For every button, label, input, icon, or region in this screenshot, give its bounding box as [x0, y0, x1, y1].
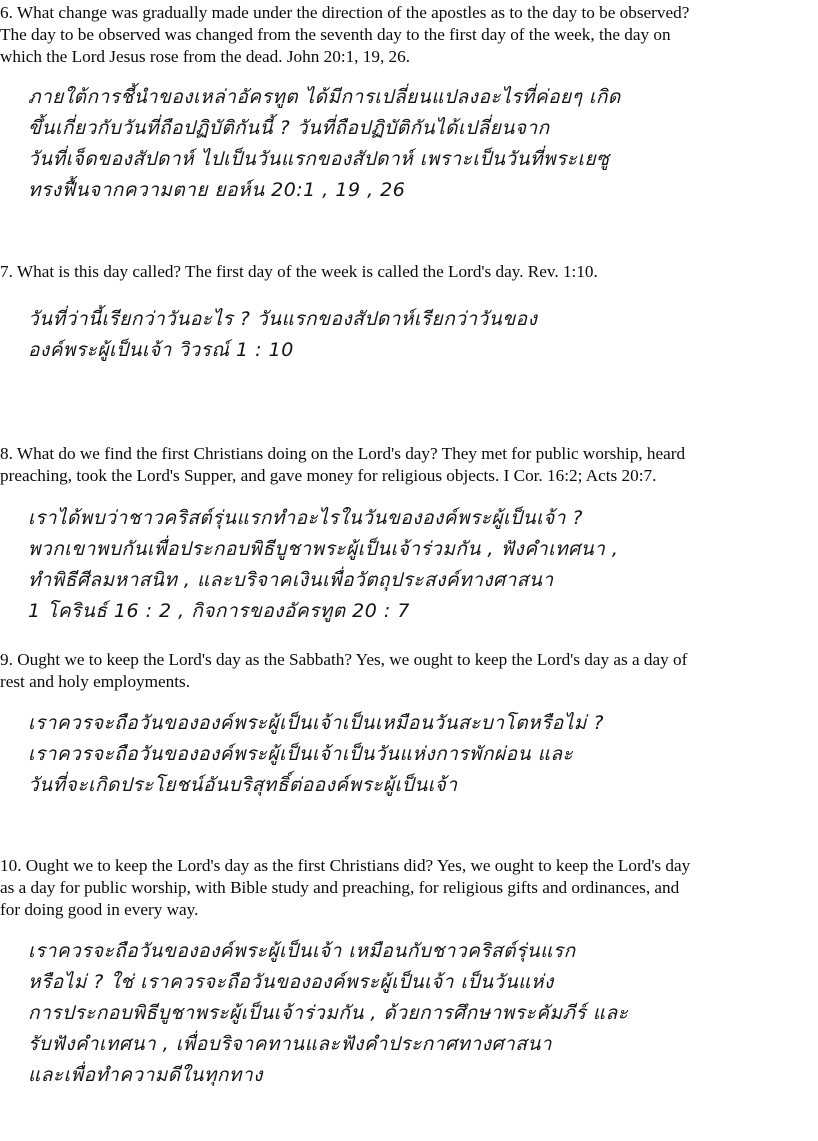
handwritten-line: รับฟังคำเทศนา , เพื่อบริจาคทานและฟังคำประกาศทางศาสนา — [28, 1033, 552, 1055]
question-6-line-1: 6. What change was gradually made under the direction of the apostles as to the day to be observed? — [0, 3, 690, 22]
handwritten-translation-9 — [28, 708, 604, 801]
handwritten-translation-10 — [28, 936, 628, 1091]
question-9-line-2: rest and holy employments. — [0, 672, 190, 691]
handwritten-line: ขึ้นเกี่ยวกับวันที่ถือปฏิบัติกันนี้ ? วันที่ถือปฏิบัติกันได้เปลี่ยนจาก — [28, 117, 550, 139]
question-9-line-1: 9. Ought we to keep the Lord's day as the Sabbath? Yes, we ought to keep the Lord's day as a day of — [0, 650, 688, 669]
question-6-line-3: which the Lord Jesus rose from the dead. John 20:1, 19, 26. — [0, 47, 411, 66]
question-8-line-2: preaching, took the Lord's Supper, and gave money for religious objects. I Cor. 16:2; Acts 20:7. — [0, 466, 657, 485]
handwritten-translation-8 — [28, 503, 618, 627]
question-9-text — [0, 649, 687, 693]
question-8-text — [0, 443, 685, 487]
question-10-line-1: 10. Ought we to keep the Lord's day as the first Christians did? Yes, we ought to keep the Lord's day — [0, 856, 691, 875]
handwritten-line: 1 โครินธ์ 16 : 2 , กิจการของอัครทูต 20 : 7 — [28, 600, 410, 622]
handwritten-line: หรือไม่ ? ใช่ เราควรจะถือวันขององค์พระผู้เป็นเจ้า เป็นวันแห่ง — [28, 971, 554, 993]
handwritten-line: การประกอบพิธีบูชาพระผู้เป็นเจ้าร่วมกัน , ด้วยการศึกษาพระคัมภีร์ และ — [28, 1002, 629, 1024]
handwritten-line: เราได้พบว่าชาวคริสต์รุ่นแรกทำอะไรในวันขององค์พระผู้เป็นเจ้า ? — [28, 507, 584, 529]
question-8-line-1: 8. What do we find the first Christians doing on the Lord's day? They met for public worship, heard — [0, 444, 686, 463]
handwritten-line: และเพื่อทำความดีในทุกทาง — [28, 1064, 263, 1086]
question-7-line-1: 7. What is this day called? The first day of the week is called the Lord's day. Rev. 1:10. — [0, 262, 598, 281]
question-6-line-2: The day to be observed was changed from the seventh day to the first day of the week, the day on — [0, 25, 671, 44]
handwritten-line: วันที่เจ็ดของสัปดาห์ ไปเป็นวันแรกของสัปดาห์ เพราะเป็นวันที่พระเยซู — [28, 148, 610, 170]
question-10-line-2: as a day for public worship, with Bible study and preaching, for religious gifts and ordinances, and — [0, 878, 680, 897]
handwritten-line: ภายใต้การชี้นำของเหล่าอัครทูต ได้มีการเปลี่ยนแปลงอะไรที่ค่อยๆ เกิด — [28, 86, 621, 108]
handwritten-line: เราควรจะถือวันขององค์พระผู้เป็นเจ้าเป็นวันแห่งการพักผ่อน และ — [28, 743, 574, 765]
question-10-line-3: for doing good in every way. — [0, 900, 199, 919]
handwritten-line: ทำพิธีศีลมหาสนิท , และบริจาคเงินเพื่อวัตถุประสงค์ทางศาสนา — [28, 569, 554, 591]
handwritten-line: วันที่จะเกิดประโยชน์อันบริสุทธิ์ต่อองค์พระผู้เป็นเจ้า — [28, 774, 458, 796]
handwritten-line: วันที่ว่านี้เรียกว่าวันอะไร ? วันแรกของสัปดาห์เรียกว่าวันของ — [28, 308, 538, 330]
handwritten-line: เราควรจะถือวันขององค์พระผู้เป็นเจ้าเป็นเหมือนวันสะบาโตหรือไม่ ? — [28, 712, 604, 734]
handwritten-line: องค์พระผู้เป็นเจ้า วิวรณ์ 1 : 10 — [28, 339, 294, 361]
question-7-text — [0, 261, 598, 283]
handwritten-line: เราควรจะถือวันขององค์พระผู้เป็นเจ้า เหมือนกับชาวคริสต์รุ่นแรก — [28, 940, 576, 962]
handwritten-line: พวกเขาพบกันเพื่อประกอบพิธีบูชาพระผู้เป็นเจ้าร่วมกัน , ฟังคำเทศนา , — [28, 538, 619, 560]
question-6-text — [0, 2, 689, 68]
question-10-text — [0, 855, 690, 921]
handwritten-translation-7 — [28, 304, 537, 366]
handwritten-translation-6 — [28, 82, 621, 206]
handwritten-line: ทรงฟื้นจากความตาย ยอห์น 20:1 , 19 , 26 — [28, 179, 406, 201]
